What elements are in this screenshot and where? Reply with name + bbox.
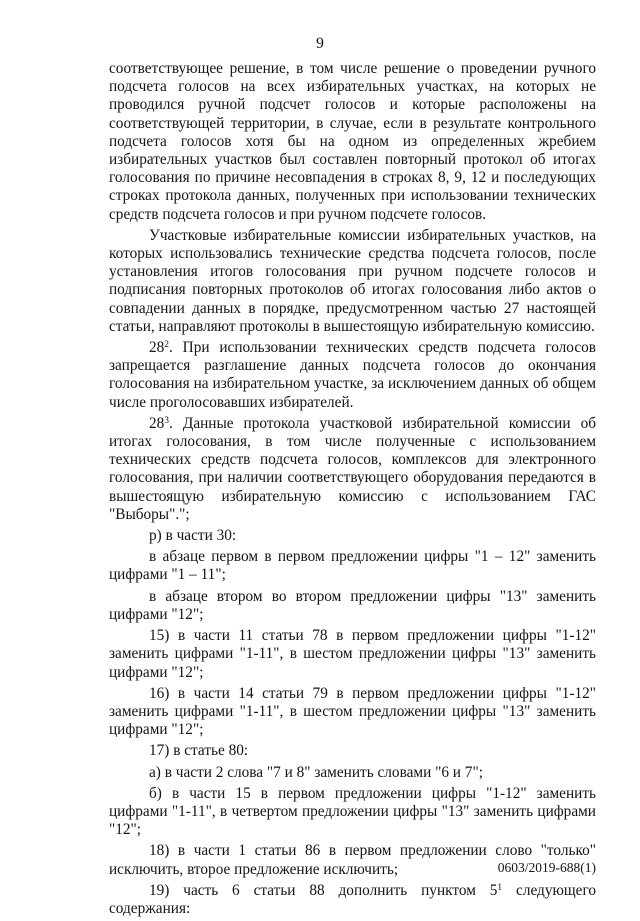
paragraph: 16) в части 14 статьи 79 в первом предложении цифры "1-12" заменить цифрами "1-11", в шестом предложении цифры "13" заменить цифрами "12";: [109, 684, 596, 739]
paragraph: 15) в части 11 статьи 78 в первом предложении цифры "1-12" заменить цифрами "1-11", в шестом предложении цифры "13" заменить цифрами "12";: [109, 627, 596, 681]
paragraph-section-28-2: $28^2$. При использовании технических средств подсчета голосов запрещается разглашение данных подсчета голосов до окончания голосования на избирательном участке, за исключением данных об общем числе проголосовавших избирателей.: [109, 339, 596, 411]
paragraph: в абзаце втором во втором предложении цифры "13" заменить цифрами "12";: [109, 587, 596, 623]
paragraph: б) в части 15 в первом предложении цифры "1-12" заменить цифрами "1-11", в четвертом предложении цифры "13" заменить цифрами "12";: [109, 784, 596, 839]
document-body: [109, 60, 596, 921]
paragraph: в абзаце первом в первом предложении цифры "1 – 12" заменить цифрами "1 – 11";: [109, 548, 596, 584]
paragraph: 18) в части 1 статьи 86 в первом предложении слово "только" исключить, второе предложение исключить;: [109, 842, 596, 878]
paragraph: соответствующее решение, в том числе решение о проведении ручного подсчета голосов на всех избирательных участках, на которых не проводился ручной подсчет голосов и которые расположены на соответствующей территории, в случае, если в результате контрольного подсчета голосов хотя бы на одном из определенных жребием избирательных участков был составлен повторный протокол об итогах голосования по причине несовпадения в строках 8, 9, 12 и последующих строках протокола данных, полученных при использовании технических средств подсчета голосов и при ручном подсчете голосов.: [109, 60, 596, 223]
paragraph: 19) часть 6 статьи 88 дополнить пунктом $5^1$ следующего содержания:: [109, 881, 597, 917]
paragraph-section-28-3: $28^3$. Данные протокола участковой избирательной комиссии об итогах голосования, в том числе полученные с использованием технических средств подсчета голосов, комплексов для электронного голосования, при наличии соответствующего оборудования передаются в вышестоящую избирательную комиссию с использованием ГАС "Выборы".";: [109, 414, 596, 523]
paragraph: Участковые избирательные комиссии избирательных участков, на которых использовались технические средства подсчета голосов, после установления итогов голосования при ручном подсчете голосов и подписания повторных протоколов об итогах голосования либо актов о совпадении данных в порядке, предусмотренном частью 27 настоящей статьи, направляют протоколы в вышестоящую избирательную комиссию.: [109, 226, 596, 335]
page-number: 9: [316, 35, 324, 52]
document-code: 0603/2019-688(1): [497, 860, 596, 875]
paragraph: 17) в статье 80:: [149, 742, 249, 760]
paragraph: р) в части 30:: [149, 527, 237, 545]
paragraph: а) в части 2 слова "7 и 8" заменить словами "6 и 7";: [149, 763, 483, 781]
